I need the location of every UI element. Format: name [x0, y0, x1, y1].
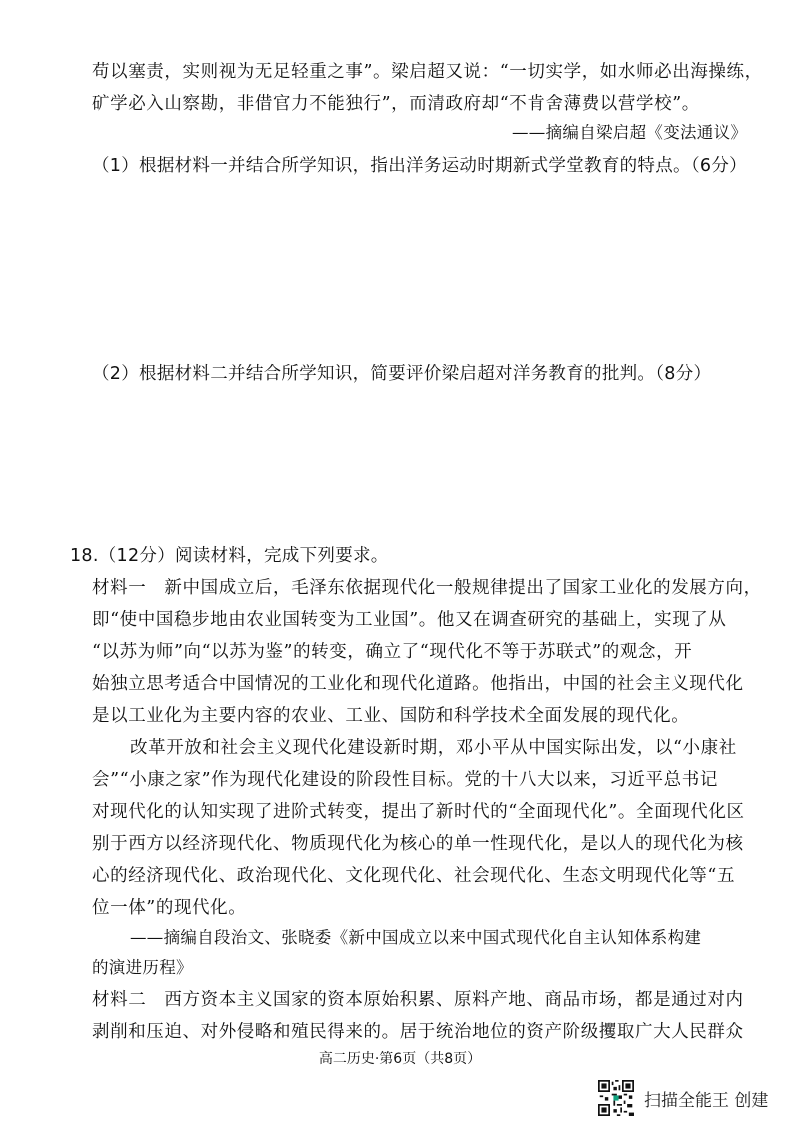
material2-line: 剥削和压迫、对外侵略和殖民得来的。居于统治地位的资产阶级攫取广大人民群众: [92, 1022, 744, 1042]
material1-line: 位一体”的现代化。: [92, 898, 247, 918]
material1-line: 对现代化的认知实现了进阶式转变，提出了新时代的“全面现代化”。全面现代化区: [92, 802, 745, 822]
material1-line: 会”“小康之家”作为现代化建设的阶段性目标。党的十八大以来，习近平总书记: [92, 770, 718, 790]
page-footer: 高二历史·第6页（共8页）: [318, 1051, 482, 1067]
passage-source: ——摘编自梁启超《变法通议》: [512, 123, 748, 142]
scanner-watermark: [598, 1080, 768, 1116]
question-17-2: （2）根据材料二并结合所学知识，简要评价梁启超对洋务教育的批判。（8分）: [92, 364, 712, 384]
material2-line: 材料二 西方资本主义国家的资本原始积累、原料产地、商品市场，都是通过对内: [92, 990, 744, 1010]
material1-source: ——摘编自段治文、张晓委《新中国成立以来中国式现代化自主认知体系构建: [130, 928, 702, 947]
material1-line: 心的经济现代化、政治现代化、文化现代化、社会现代化、生态文明现代化等“五: [92, 866, 736, 886]
question-17-1: （1）根据材料一并结合所学知识，指出洋务运动时期新式学堂教育的特点。（6分）: [92, 156, 747, 176]
material1-line: 材料一 新中国成立后，毛泽东依据现代化一般规律提出了国家工业化的发展方向，: [92, 578, 762, 598]
material1-line: 改革开放和社会主义现代化建设新时期，邓小平从中国实际出发，以“小康社: [130, 738, 737, 758]
material1-line: “以苏为师”向“以苏为鉴”的转变，确立了“现代化不等于苏联式”的观念，开: [92, 642, 693, 662]
qr-code-icon: [598, 1080, 634, 1116]
watermark-text: 扫描全能王 创建: [644, 1090, 769, 1111]
material1-line: 始独立思考适合中国情况的工业化和现代化道路。他指出，中国的社会主义现代化: [92, 674, 744, 694]
material1-line: 即“使中国稳步地由农业国转变为工业国”。他又在调查研究的基础上，实现了从: [92, 610, 727, 630]
passage-line: 苟以塞责，实则视为无足轻重之事”。梁启超又说：“一切实学，如水师必出海操练，: [92, 62, 763, 82]
material1-source: 的演进历程》: [92, 958, 193, 977]
question-18-heading: 18.（12分）阅读材料，完成下列要求。: [70, 546, 389, 566]
passage-line: 矿学必入山察勘，非借官力不能独行”，而清政府却“不肯舍薄费以营学校”。: [92, 94, 700, 114]
material1-line: 是以工业化为主要内容的农业、工业、国防和科学技术全面发展的现代化。: [92, 706, 690, 726]
material1-line: 别于西方以经济现代化、物质现代化为核心的单一性现代化，是以人的现代化为核: [92, 834, 744, 854]
